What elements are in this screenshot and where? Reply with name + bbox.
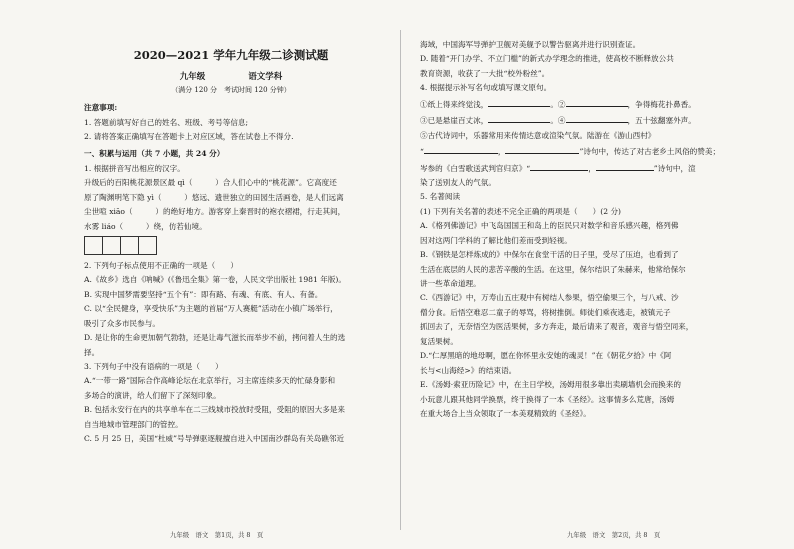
q3-option-d: D. 随着“开门办学、不立门槛”的新式办学理念的推进，使高校不断释放公共	[420, 54, 674, 64]
q5-option-c: C.《西游记》中，万寿山五庄观中有树结人参果，悟空偷果三个，与八戒、沙	[420, 293, 679, 303]
q5-option-b: B.《钢铁是怎样炼成的》中保尔在食堂干活的日子里，受尽了压迫，也看到了	[420, 250, 679, 260]
exam-title: 2020—2021 学年九年级二诊测试题	[133, 48, 329, 62]
question-5: 5. 名著阅读	[420, 192, 461, 202]
score-info: （满分 120 分 考试时间 120 分钟）	[171, 85, 291, 94]
q1-line: 升级后的百阳桃花源景区最 qì（ ）合人们心中的“桃花源”。它高度还	[84, 178, 337, 188]
q4-text: ，	[588, 163, 596, 173]
fill-blank[interactable]	[488, 114, 550, 123]
q4-text: ”诗句中，渲	[653, 163, 696, 173]
q5-option-a: 因对这两门学科的了解比他们差而受到轻视。	[420, 235, 572, 245]
q4-text: ，争得梅花扑鼻香。	[627, 99, 696, 109]
section-1-heading: 一、积累与运用（共 7 小题，共 24 分）	[84, 148, 225, 158]
q5-option-e: 在重大场合上当众领取了一本美观精致的《圣经》。	[420, 408, 591, 418]
q5-sub-1: (1) 下列有关名著的表述不完全正确的两项是（ ）(2 分)	[420, 206, 621, 216]
q3-option-b: B. 包括永安行在内的共享单车在二三线城市投放时受阻，受阻的原因大多是来	[84, 405, 345, 415]
notice-2: 2. 请将答案正确填写在答题卡上对应区域，答在试卷上不得分.	[84, 132, 294, 142]
answer-box[interactable]	[120, 236, 138, 255]
answer-boxes	[84, 236, 378, 255]
q4-text: ，五十弦翻塞外声。	[627, 116, 696, 126]
q4-text: “	[420, 147, 424, 157]
answer-box[interactable]	[102, 236, 120, 255]
answer-box[interactable]	[138, 236, 157, 255]
q3-option-b: 自当地城市管理部门的管控。	[84, 419, 183, 429]
answer-box[interactable]	[84, 236, 102, 255]
q4-line-2	[420, 114, 754, 126]
q5-option-a: A.《格列佛游记》中飞岛国国王和岛上的臣民只对数学和音乐感兴趣，格列佛	[420, 221, 679, 231]
fill-blank[interactable]	[424, 145, 498, 154]
question-4: 4. 根据提示补写名句或填写课文原句。	[420, 83, 552, 93]
q2-option-c: 吸引了众多市民参与。	[84, 318, 160, 328]
question-3: 3. 下列句子中没有语病的一项是（ ）	[84, 362, 223, 372]
q5-option-b: 生活在底层的人民的悲苦辛酸的生活。在这里，保尔结识了朱赫来，他常给保尔	[420, 264, 686, 274]
q2-option-c: C. 以“全民健身，享受快乐”为主题的首届“万人赛艇”活动在小镇广场举行，	[84, 304, 338, 314]
q3-option-d: 教育资源，收获了一大批“校外粉丝”。	[420, 68, 550, 78]
q4-line-4	[420, 145, 754, 157]
q5-option-d: 长与<山海经>》的结束语。	[420, 365, 517, 375]
fill-blank[interactable]	[530, 162, 588, 171]
q1-line: 水雾 liáo（ ）绕，仿若仙境。	[84, 221, 207, 231]
q4-text: 。④	[550, 116, 566, 126]
q4-text: ，	[497, 147, 506, 157]
fill-blank[interactable]	[488, 98, 550, 107]
q4-text: 岑参的《白雪歌送武判官归京》“	[420, 163, 531, 173]
q3-option-a: A.“一带一路”国际合作高峰论坛在北京举行，习主席连续多天的忙碌身影和	[84, 376, 336, 386]
q3-option-c: C. 5 月 25 日，美国“杜威”号导弹驱逐舰擅自进入中国南沙群岛有关岛礁邻近	[84, 434, 345, 444]
q2-option-a: A.《故乡》选自《呐喊》(《鲁迅全集》第一卷，人民文学出版社 1981 年版)。	[84, 275, 346, 285]
q4-line-6: 染了送别友人的气氛。	[420, 177, 496, 187]
q2-option-b: B. 实现中国梦需要坚持“五个有”：即有路、有魂、有底、有人、有备。	[84, 289, 323, 299]
q1-line: 尘世喧 xiāo（ ）的绝好地方。游客穿上秦晋时的袍衣褶裙，行走其间，	[84, 207, 346, 217]
exam-subtitle	[84, 72, 378, 83]
question-1: 1. 根据拼音写出相应的汉字。	[84, 163, 185, 173]
q4-line-1	[420, 98, 754, 110]
q4-text: ③已是悬崖百丈冰，	[420, 116, 489, 126]
q5-option-c: 复活果树。	[420, 336, 458, 346]
q5-option-d: D.“仁厚黑暗的地母啊，愿在你怀里永安她的魂灵！”在《朝花夕拾》中《阿	[420, 351, 672, 361]
fill-blank[interactable]	[566, 114, 628, 123]
q2-option-d: D. 是让你的生命更加朝气勃勃，还是让毒气滋长而举步不前，拷问着人生的选	[84, 333, 346, 343]
q3-option-c-cont: 海域，中国海军导弹护卫舰对美舰予以警告驱离并进行识别查证。	[420, 40, 641, 49]
q5-option-e: E.《汤姆·索亚历险记》中，在主日学校，汤姆用很多靠出卖刷墙机会而换来的	[420, 380, 681, 390]
page-footer-left: 九年级 语文 第1页，共 8 页	[170, 531, 264, 539]
notice-title: 注意事项:	[84, 103, 118, 113]
q4-line-5	[420, 162, 754, 174]
q4-line-3: ⑤古代诗词中，乐器常用来传情达意或渲染气氛。陆游在《游山西村》	[420, 130, 656, 140]
right-page	[400, 0, 794, 549]
q5-option-b: 讲一些革命道理。	[420, 279, 481, 288]
notice-1: 1. 答题前填写好自己的姓名、班级、考号等信息;	[84, 117, 249, 127]
fill-blank[interactable]	[596, 162, 654, 171]
q4-text: 。②	[550, 99, 566, 109]
page-footer-right: 九年级 语文 第2页，共 8 页	[567, 531, 661, 539]
grade-label: 九年级	[179, 71, 206, 82]
q5-option-c: 僧分食。后悟空难忍二童子的辱骂，将树推倒。师徒们乘夜逃走，被镇元子	[420, 307, 671, 317]
fill-blank[interactable]	[566, 98, 628, 107]
question-2: 2. 下列句子标点使用不正确的一项是（ ）	[84, 260, 238, 270]
q5-option-e: 小玩意儿跟其他同学换票，终于换得了一本《圣经》。这事情多么荒唐，汤姆	[420, 394, 675, 404]
q4-text: ①纸上得来终觉浅，	[420, 99, 489, 109]
subject-label: 语文学科	[248, 71, 283, 82]
fill-blank[interactable]	[505, 145, 579, 154]
q2-option-d: 择。	[84, 347, 100, 357]
q3-option-a: 多场合的演讲，给人们留下了深刻印象。	[84, 390, 221, 400]
q4-text: ”诗句中，传达了对古老乡土风俗的赞美；	[579, 147, 721, 157]
q1-line: 原了陶渊明笔下隐 yì（ ）悠远、遗世独立的田园生活画卷，是人们远离	[84, 192, 344, 202]
q5-option-c: 抓回去了，无奈悟空为医活果树，多方奔走，最后请来了观音，观音与悟空同来，	[420, 322, 694, 332]
